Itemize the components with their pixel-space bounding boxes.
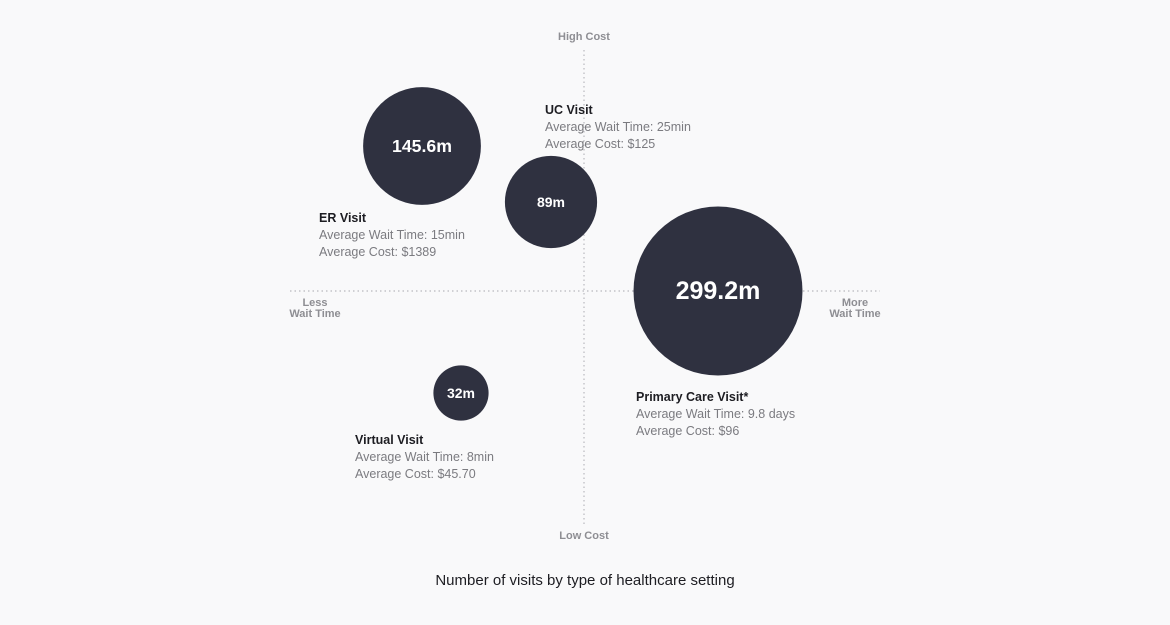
info-primary-care-visit-cost: Average Cost: $96	[636, 424, 740, 438]
axis-label-less-line1: Less	[302, 297, 328, 309]
axis-label-high-cost: High Cost	[558, 31, 610, 43]
info-virtual-visit-cost: Average Cost: $45.70	[355, 467, 476, 481]
axis-label-low-cost: Low Cost	[559, 530, 609, 542]
bubble-label-primary-care-visit: 299.2m	[675, 277, 761, 305]
info-virtual-visit-name: Virtual Visit	[355, 433, 424, 447]
info-er-visit	[319, 210, 465, 261]
info-uc-visit-name: UC Visit	[545, 103, 593, 117]
info-uc-visit-cost: Average Cost: $125	[545, 137, 656, 151]
axis-label-less-wait-time	[275, 298, 355, 320]
axis-label-less-line2: Wait Time	[289, 308, 341, 320]
bubble-label-er-visit: 145.6m	[392, 136, 452, 156]
info-er-visit-wait: Average Wait Time: 15min	[319, 228, 465, 242]
bubble-label-virtual-visit: 32m	[446, 385, 476, 401]
axis-label-more-line1: More	[841, 297, 869, 309]
info-primary-care-visit	[636, 389, 795, 440]
info-er-visit-name: ER Visit	[319, 211, 367, 225]
axis-label-more-wait-time	[815, 298, 895, 320]
info-uc-visit-wait: Average Wait Time: 25min	[545, 120, 691, 134]
info-virtual-visit	[355, 432, 494, 483]
info-er-visit-cost: Average Cost: $1389	[319, 245, 437, 259]
info-primary-care-visit-name: Primary Care Visit*	[636, 390, 749, 404]
info-virtual-visit-wait: Average Wait Time: 8min	[355, 450, 494, 464]
info-primary-care-visit-wait: Average Wait Time: 9.8 days	[636, 407, 796, 421]
axis-label-more-line2: Wait Time	[829, 308, 881, 320]
info-uc-visit	[545, 102, 691, 153]
bubble-label-uc-visit: 89m	[536, 194, 566, 210]
chart-title: Number of visits by type of healthcare setting	[435, 572, 735, 589]
